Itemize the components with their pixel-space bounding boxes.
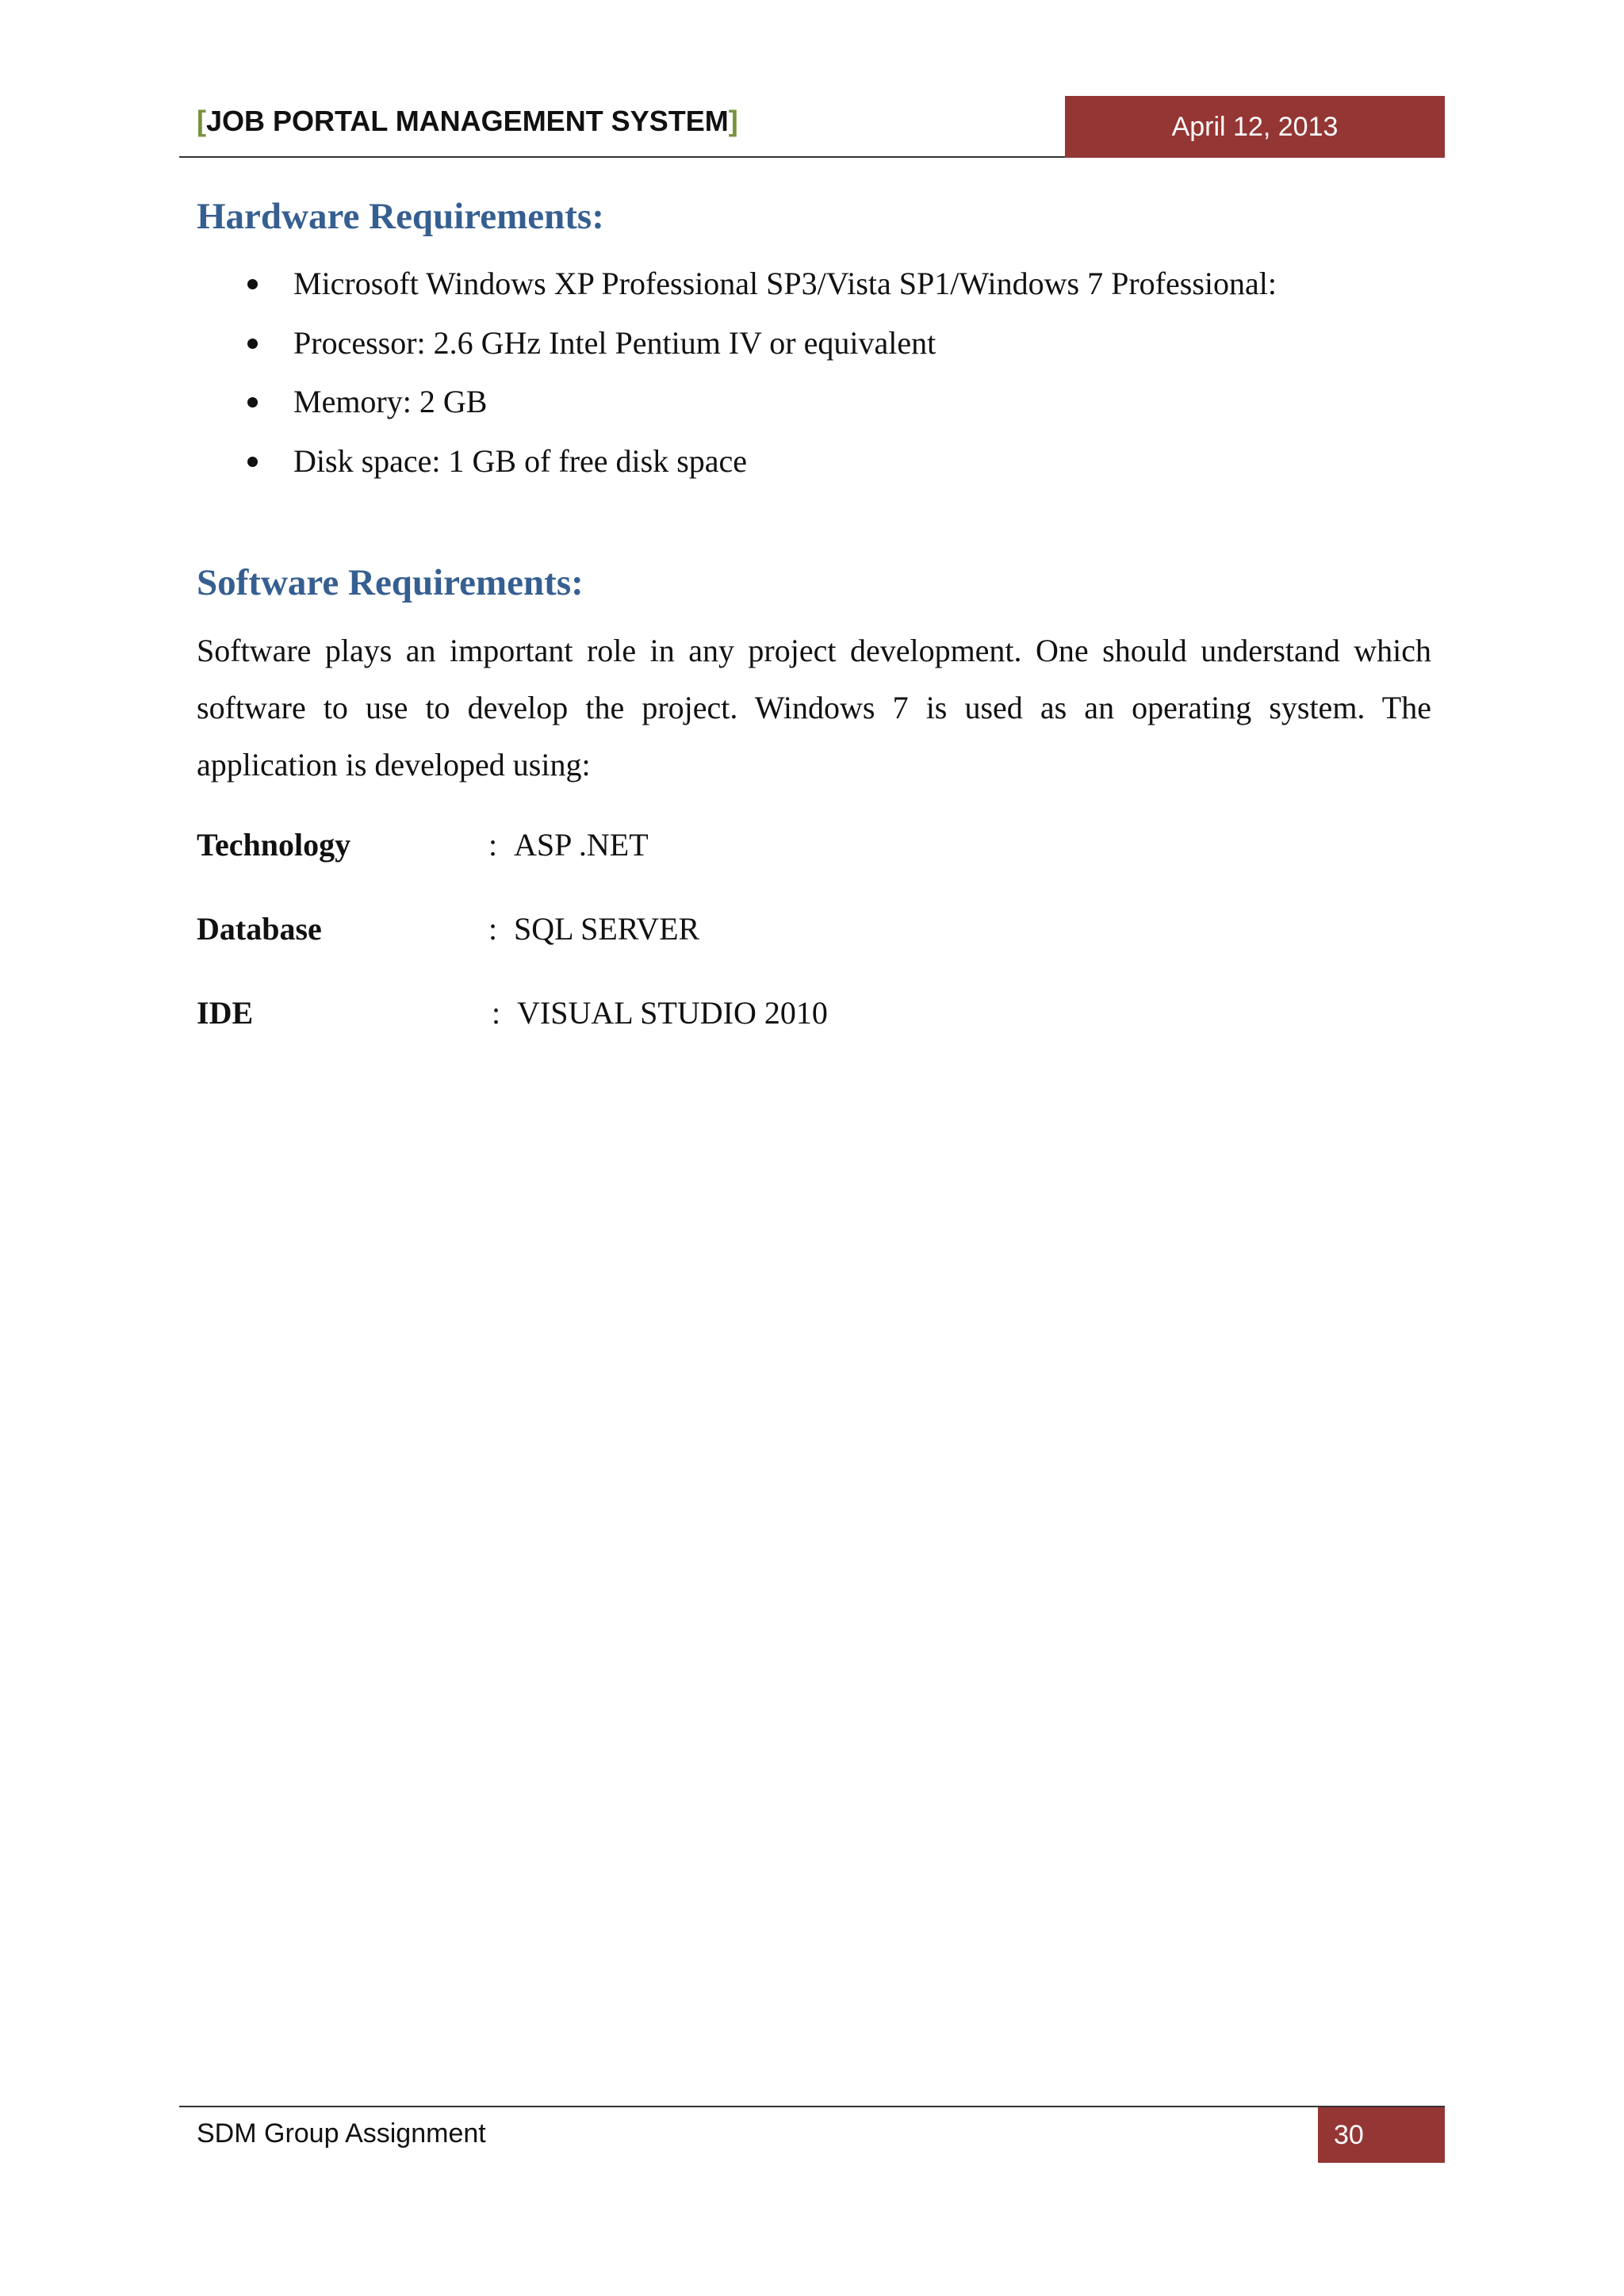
header-date: April 12, 2013 <box>1065 96 1445 158</box>
list-item <box>197 378 1277 438</box>
list-item-text: Microsoft Windows XP Professional SP3/Vista SP1/Windows 7 Professional: <box>293 266 1277 301</box>
bullet-icon <box>247 397 258 408</box>
list-item <box>197 260 1277 320</box>
bullet-icon <box>247 339 258 349</box>
spec-label: Database <box>197 911 322 947</box>
spec-value: SQL SERVER <box>514 911 700 947</box>
software-paragraph: Software plays an important role in any project development. One should understand which software to use to develop the project. Windows 7 is used as an operating system. The application is developed using: <box>197 633 1431 783</box>
document-title <box>197 105 738 138</box>
spec-colon: : <box>488 911 498 947</box>
spec-value: VISUAL STUDIO 2010 <box>517 995 828 1031</box>
hardware-heading: Hardware Requirements: <box>197 196 604 237</box>
bracket-close: ] <box>728 105 738 137</box>
spec-label: Technology <box>197 827 351 863</box>
list-item-text: Disk space: 1 GB of free disk space <box>293 442 748 479</box>
list-item <box>197 320 1277 379</box>
hardware-list <box>197 260 1277 496</box>
spec-label: IDE <box>197 995 254 1031</box>
bullet-icon <box>247 457 258 467</box>
footer-text: SDM Group Assignment <box>197 2118 486 2149</box>
software-heading: Software Requirements: <box>197 562 584 603</box>
header-divider <box>179 156 1065 158</box>
spec-colon: : <box>492 995 501 1031</box>
page-number: 30 <box>1318 2107 1445 2163</box>
spec-colon: : <box>488 827 498 863</box>
spec-value: ASP .NET <box>514 827 649 863</box>
footer-divider <box>179 2106 1445 2107</box>
list-item-text: Processor: 2.6 GHz Intel Pentium IV or equivalent <box>293 324 936 361</box>
bullet-icon <box>247 279 258 289</box>
list-item <box>197 438 1277 497</box>
bracket-open: [ <box>197 105 206 137</box>
document-title-text: JOB PORTAL MANAGEMENT SYSTEM <box>206 105 729 137</box>
list-item-text: Memory: 2 GB <box>293 384 488 419</box>
